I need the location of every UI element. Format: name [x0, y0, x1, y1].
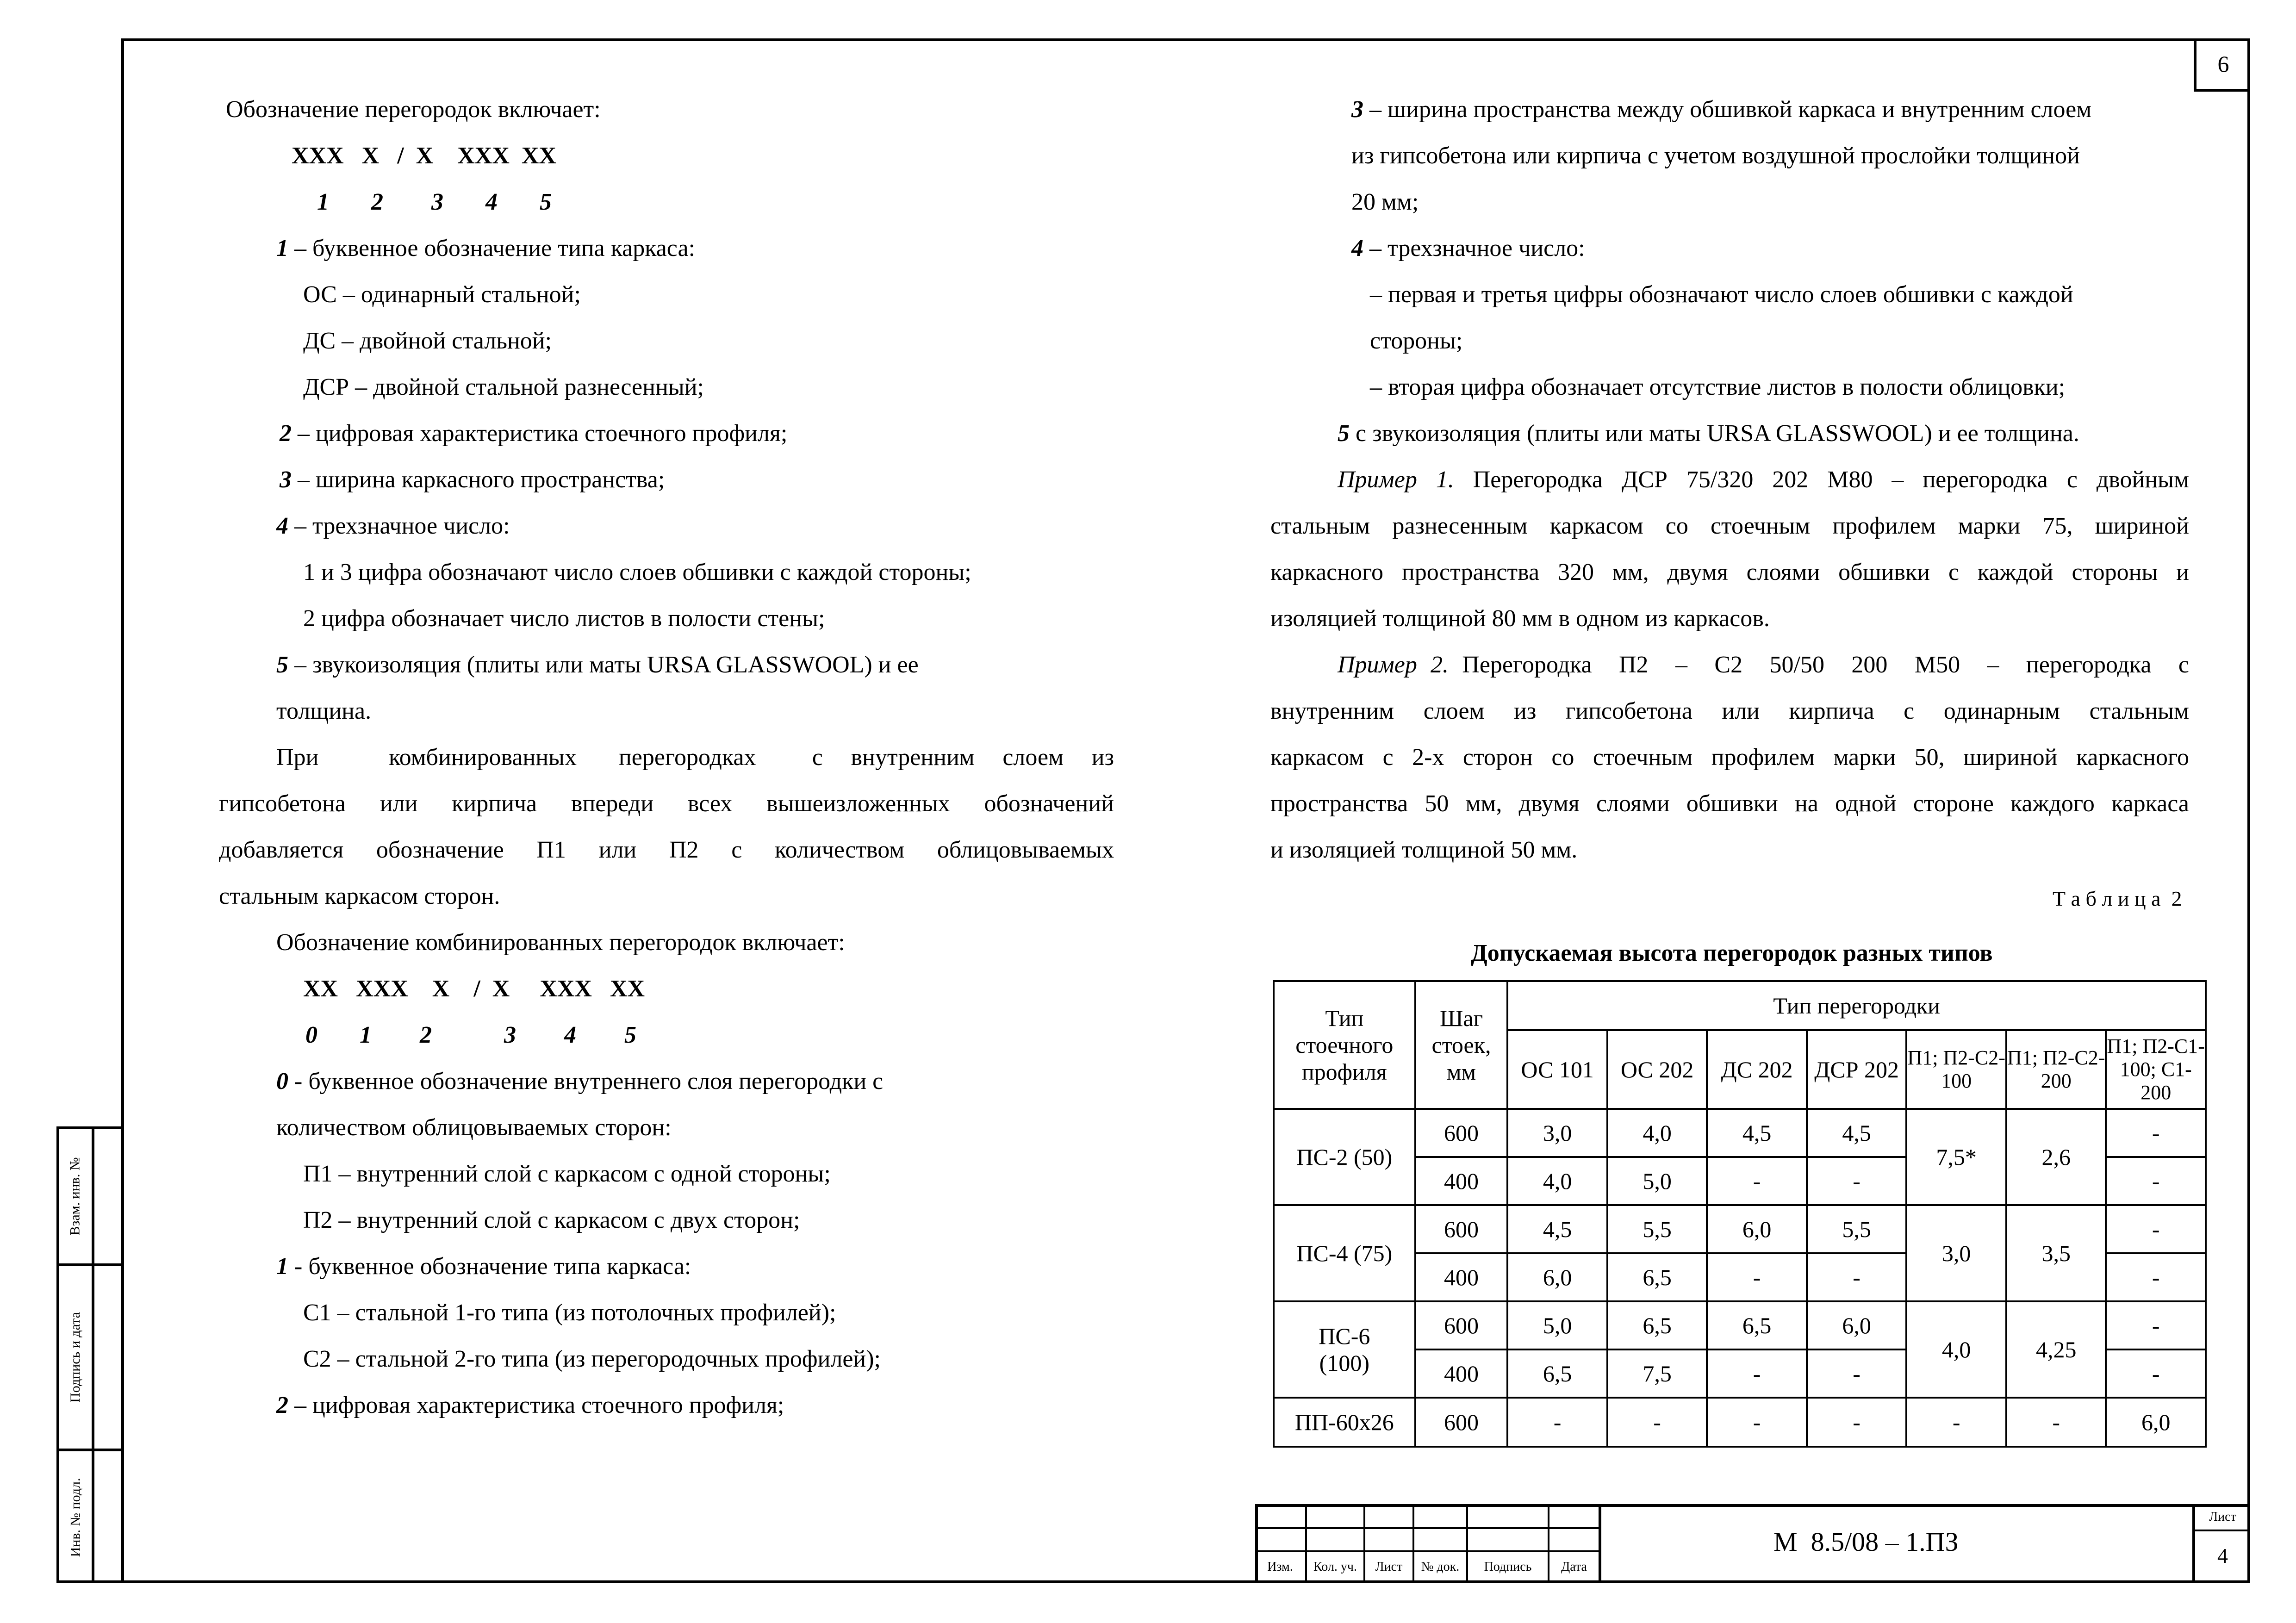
value-cell: -	[1607, 1398, 1707, 1447]
code-template-2: ХХ ХХХ Х / Х ХХХ ХХ	[303, 976, 645, 1002]
table-row	[1274, 1205, 2206, 1253]
value-cell: 6,0	[2106, 1398, 2206, 1447]
value-cell: 6,0	[1807, 1301, 1907, 1349]
item-os: ОС – одинарный стальной;	[303, 281, 581, 308]
value-cell: 4,5	[1707, 1109, 1806, 1157]
code-template-1: ХХХ Х / Х ХХХ ХХ	[292, 143, 556, 169]
side-label-inv: Инв. № подл.	[68, 1478, 83, 1557]
r-item-4: 4 – трехзначное число:	[1351, 235, 1585, 261]
example-1-line-4: изоляцией толщиной 80 мм в одном из каркасов.	[1270, 605, 1770, 632]
para-line-1: При комбинированных перегородках с внутренним слоем из	[276, 744, 1114, 771]
item-4a: 1 и 3 цифра обозначают число слоев обшивки с каждой стороны;	[303, 559, 971, 585]
value-cell: 6,5	[1507, 1349, 1607, 1398]
item-2: 2 – цифровая характеристика стоечного профиля;	[280, 420, 788, 447]
item-k0: 0 - буквенное обозначение внутреннего слоя перегородки с	[276, 1068, 884, 1094]
example-2-line-5: и изоляцией толщиной 50 мм.	[1270, 837, 1578, 863]
stamp-label-list: Лист	[1375, 1560, 1403, 1574]
para-line-4: стальным каркасом сторон.	[219, 883, 500, 909]
table-row	[1274, 1301, 2206, 1349]
header-type: Тип перегородки	[1507, 981, 2206, 1030]
example-2-line-1: Пример 2. Перегородка П2 – С2 50/50 200 М50 – перегородка с	[1338, 652, 2189, 678]
intro-text: Обозначение перегородок включает:	[226, 96, 601, 123]
value-cell: -	[2106, 1301, 2206, 1349]
header-step: Шаг стоек, мм	[1415, 981, 1508, 1109]
profile-cell: ПС-4 (75)	[1274, 1205, 1415, 1301]
value-cell: 5,5	[1807, 1205, 1907, 1253]
r-item-3b: из гипсобетона или кирпича с учетом воздушной прослойки толщиной	[1351, 143, 2080, 169]
step-cell: 600	[1415, 1398, 1508, 1447]
para-line-2: гипсобетона или кирпича впереди всех вышеизложенных обозначений	[219, 790, 1114, 817]
value-cell: 6,0	[1707, 1205, 1806, 1253]
side-label-vzam: Взам. инв. №	[68, 1157, 83, 1236]
value-cell: 4,0	[1507, 1157, 1607, 1205]
item-c1: С1 – стальной 1-го типа (из потолочных профилей);	[303, 1300, 836, 1326]
col-header: П1; П2-С2-200	[2006, 1030, 2106, 1109]
col-header: П1; П2-С1-100; С1-200	[2106, 1030, 2206, 1109]
stamp-label-data: Дата	[1561, 1560, 1587, 1574]
side-stamp-strip	[56, 1126, 121, 1583]
item-4: 4 – трехзначное число:	[276, 513, 510, 539]
item-5: 5 – звукоизоляция (плиты или маты URSA GLASSWOOL) и ее	[276, 652, 919, 678]
header-profile: Тип стоечного профиля	[1274, 981, 1415, 1109]
stamp-label-doc: № док.	[1421, 1560, 1460, 1574]
value-cell: -	[1807, 1398, 1907, 1447]
merged-cell: 4,0	[1906, 1301, 2006, 1398]
example-2-line-2: внутренним слоем из гипсобетона или кирпича с одинарным стальным	[1270, 698, 2189, 724]
merged-cell: 3,5	[2006, 1205, 2106, 1301]
value-cell: -	[1707, 1398, 1806, 1447]
step-cell: 600	[1415, 1109, 1508, 1157]
code-numbers-1: 1 2 3 4 5	[317, 189, 552, 215]
value-cell: -	[2106, 1205, 2206, 1253]
stamp-label-izm: Изм.	[1267, 1560, 1293, 1574]
height-table	[1273, 980, 2207, 1448]
item-k2: 2 – цифровая характеристика стоечного профиля;	[276, 1392, 784, 1418]
col-header: ДСР 202	[1807, 1030, 1907, 1109]
value-cell: 6,5	[1607, 1301, 1707, 1349]
value-cell: 7,5	[1607, 1349, 1707, 1398]
stamp-label-kol: Кол. уч.	[1313, 1560, 1357, 1574]
r-item-3: 3 – ширина пространства между обшивкой каркаса и внутренним слоем	[1351, 96, 2092, 123]
value-cell: 4,5	[1807, 1109, 1907, 1157]
r-item-5: 5 с звукоизоляция (плиты или маты URSA GLASSWOOL) и ее толщина.	[1338, 420, 2079, 447]
table-row	[1274, 1109, 2206, 1157]
example-1-line-2: стальным разнесенным каркасом со стоечным профилем марки 75, шириной	[1270, 513, 2189, 539]
value-cell: 6,0	[1507, 1253, 1607, 1301]
profile-cell: ПС-2 (50)	[1274, 1109, 1415, 1205]
value-cell: -	[1707, 1157, 1806, 1205]
item-4b: 2 цифра обозначает число листов в полости стены;	[303, 605, 825, 632]
value-cell: -	[1807, 1157, 1907, 1205]
side-label-podpis: Подпись и дата	[68, 1312, 83, 1403]
step-cell: 600	[1415, 1301, 1508, 1349]
para-line-3: добавляется обозначение П1 или П2 с количеством облицовываемых	[219, 837, 1114, 863]
example-1-line-3: каркасного пространства 320 мм, двумя слоями обшивки с каждой стороны и	[1270, 559, 2189, 585]
intro-combined: Обозначение комбинированных перегородок включает:	[276, 929, 845, 956]
item-1: 1 – буквенное обозначение типа каркаса:	[276, 235, 696, 261]
code-numbers-2: 0 1 2 3 4 5	[305, 1022, 636, 1048]
col-header: ДС 202	[1707, 1030, 1806, 1109]
value-cell: -	[2006, 1398, 2106, 1447]
value-cell: -	[2106, 1157, 2206, 1205]
value-cell: -	[1507, 1398, 1607, 1447]
example-1-line-1: Пример 1. Перегородка ДСР 75/320 202 М80 – перегородка с двойным	[1338, 466, 2189, 493]
value-cell: 5,0	[1507, 1301, 1607, 1349]
step-cell: 400	[1415, 1157, 1508, 1205]
col-header: ОС 101	[1507, 1030, 1607, 1109]
sheet-label: Лист	[2209, 1510, 2236, 1524]
value-cell: 6,5	[1707, 1301, 1806, 1349]
r-item-3c: 20 мм;	[1351, 189, 1419, 215]
r-item-4a: – первая и третья цифры обозначают число слоев обшивки с каждой	[1370, 281, 2073, 308]
value-cell: 5,5	[1607, 1205, 1707, 1253]
item-p2: П2 – внутренний слой с каркасом с двух сторон;	[303, 1207, 800, 1233]
value-cell: 5,0	[1607, 1157, 1707, 1205]
value-cell: -	[1906, 1398, 2006, 1447]
example-2-line-4: пространства 50 мм, двумя слоями обшивки на одной стороне каждого каркаса	[1270, 790, 2189, 817]
profile-cell: ПС-6 (100)	[1274, 1301, 1415, 1398]
item-dsr: ДСР – двойной стальной разнесенный;	[303, 374, 704, 400]
r-item-4c: – вторая цифра обозначает отсутствие листов в полости облицовки;	[1370, 374, 2066, 400]
col-header: П1; П2-С2-100	[1906, 1030, 2006, 1109]
item-ds: ДС – двойной стальной;	[303, 328, 552, 354]
profile-cell: ПП-60х26	[1274, 1398, 1415, 1447]
example-2-line-3: каркасом с 2-х сторон со стоечным профилем марки 50, шириной каркасного	[1270, 744, 2189, 771]
merged-cell: 3,0	[1906, 1205, 2006, 1301]
page-corner-number: 6	[2194, 38, 2250, 92]
item-k1: 1 - буквенное обозначение типа каркаса:	[276, 1253, 691, 1280]
value-cell: -	[1807, 1349, 1907, 1398]
merged-cell: 4,25	[2006, 1301, 2106, 1398]
item-k0b: количеством облицовываемых сторон:	[276, 1114, 672, 1141]
table-number: Т а б л и ц а 2	[2053, 887, 2182, 910]
item-p1: П1 – внутренний слой с каркасом с одной стороны;	[303, 1161, 831, 1187]
value-cell: -	[2106, 1349, 2206, 1398]
step-cell: 400	[1415, 1253, 1508, 1301]
sheet-number: 4	[2217, 1544, 2228, 1567]
step-cell: 600	[1415, 1205, 1508, 1253]
value-cell: -	[1707, 1253, 1806, 1301]
value-cell: 6,5	[1607, 1253, 1707, 1301]
value-cell: 3,0	[1507, 1109, 1607, 1157]
r-item-4b: стороны;	[1370, 328, 1463, 354]
item-5b: толщина.	[276, 698, 372, 724]
table-row	[1274, 1398, 2206, 1447]
value-cell: -	[2106, 1109, 2206, 1157]
value-cell: 4,0	[1607, 1109, 1707, 1157]
col-header: ОС 202	[1607, 1030, 1707, 1109]
document-code: М 8.5/08 – 1.ПЗ	[1773, 1527, 1959, 1557]
step-cell: 400	[1415, 1349, 1508, 1398]
value-cell: -	[1807, 1253, 1907, 1301]
item-3: 3 – ширина каркасного пространства;	[280, 466, 665, 493]
merged-cell: 7,5*	[1906, 1109, 2006, 1205]
title-block	[1255, 1504, 2250, 1583]
merged-cell: 2,6	[2006, 1109, 2106, 1205]
stamp-label-podpis: Подпись	[1484, 1560, 1532, 1574]
table-title: Допускаемая высота перегородок разных типов	[1471, 940, 1993, 966]
value-cell: -	[1707, 1349, 1806, 1398]
value-cell: 4,5	[1507, 1205, 1607, 1253]
item-c2: С2 – стальной 2-го типа (из перегородочных профилей);	[303, 1346, 881, 1372]
value-cell: -	[2106, 1253, 2206, 1301]
